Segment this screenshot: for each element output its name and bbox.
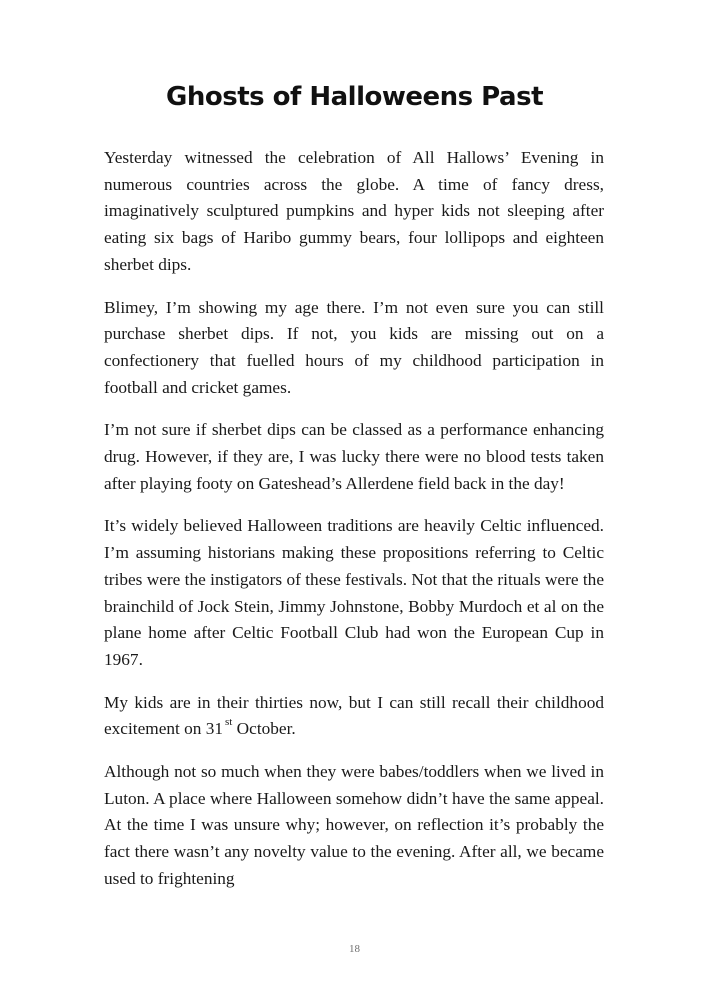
- paragraph-text-end: October.: [232, 719, 296, 739]
- chapter-body: [104, 145, 604, 909]
- paragraph-text: My kids are in their thirties now, but I can still recall their childhood excitement on 31: [104, 692, 604, 739]
- paragraph: Yesterday witnessed the celebration of All Hallows’ Evening in numerous countries across the globe. A time of fancy dress, imaginatively sculptured pumpkins and hyper kids not sleeping after eating six bags of Haribo gummy bears, four lollipops and eighteen sherbet dips.: [104, 148, 604, 274]
- paragraph: Blimey, I’m showing my age there. I’m not even sure you can still purchase sherbet dips. If not, you kids are missing out on a confectionery that fuelled hours of my childhood participation in football and cricket games.: [104, 297, 604, 397]
- paragraph: I’m not sure if sherbet dips can be classed as a performance enhancing drug. However, if they are, I was lucky there were no blood tests taken after playing footy on Gateshead’s Allerdene field back in the day!: [104, 420, 604, 493]
- chapter-title: Ghosts of Halloweens Past: [166, 82, 543, 112]
- paragraph-with-date: [104, 690, 604, 743]
- paragraph: Although not so much when they were babes/toddlers when we lived in Luton. A place where Halloween somehow didn’t have the same appeal. At the time I was unsure why; however, on reflection it’s probably the fact there wasn’t any novelty value to the evening. After all, we became used to frightening: [104, 762, 604, 888]
- ordinal-suffix: st: [225, 715, 233, 728]
- page-number: 18: [349, 943, 360, 955]
- paragraph: It’s widely believed Halloween traditions are heavily Celtic influenced. I’m assuming historians making these propositions referring to Celtic tribes were the instigators of these festivals. Not that the rituals were the brainchild of Jock Stein, Jimmy Johnstone, Bobby Murdoch et al on the plane home after Celtic Football Club had won the European Cup in 1967.: [104, 516, 604, 669]
